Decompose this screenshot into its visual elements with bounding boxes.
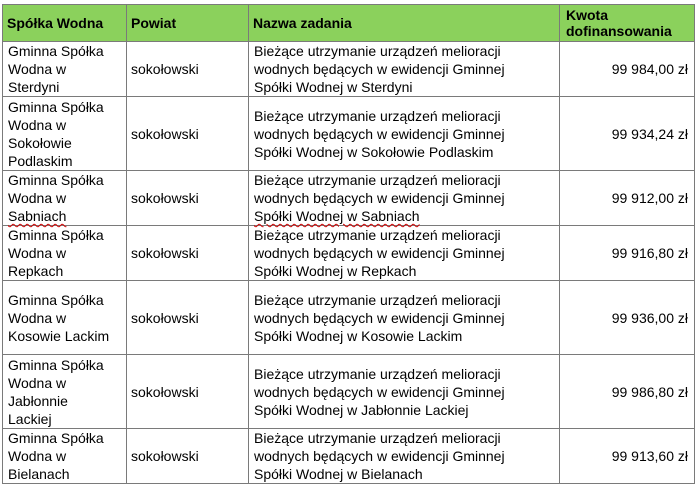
cell-line: Jabłonnie	[8, 392, 68, 409]
table-row	[3, 171, 695, 226]
table-row	[3, 97, 695, 171]
cell-nazwa-zadania	[249, 97, 560, 171]
grants-table	[2, 4, 695, 484]
cell-line: Wodna w	[8, 190, 67, 206]
cell-line: wodnych będących w ewidencji Gminnej	[254, 245, 505, 261]
cell-line: wodnych będących w ewidencji Gminnej	[254, 309, 505, 326]
table-row	[3, 355, 695, 429]
cell-nazwa-zadania	[249, 281, 560, 355]
cell-line: Gminna Spółka	[8, 356, 104, 373]
cell-line: Wodna w	[8, 448, 67, 464]
cell-kwota: 99 913,60 zł	[560, 429, 695, 484]
cell-powiat: sokołowski	[127, 171, 249, 226]
cell-powiat: sokołowski	[127, 42, 249, 97]
cell-line: Gminna Spółka	[8, 430, 104, 446]
cell-line: Bieżące utrzymanie urządzeń melioracji	[254, 107, 501, 124]
header-kwota-dofinansowania: Kwota dofinansowania	[560, 5, 695, 42]
cell-powiat: sokołowski	[127, 281, 249, 355]
cell-line: wodnych będących w ewidencji Gminnej	[254, 383, 505, 400]
cell-line: wodnych będących w ewidencji Gminnej	[254, 190, 505, 206]
cell-line: Bieżące utrzymanie urządzeń melioracji	[254, 365, 501, 382]
cell-line: Lackiej	[8, 410, 52, 427]
cell-line: wodnych będących w ewidencji Gminnej	[254, 448, 505, 464]
cell-kwota: 99 984,00 zł	[560, 42, 695, 97]
cell-nazwa-zadania	[249, 429, 560, 484]
cell-spolka-wodna	[3, 281, 127, 355]
cell-line: Gminna Spółka	[8, 172, 104, 188]
cell-line: Bieżące utrzymanie urządzeń melioracji	[254, 227, 501, 243]
cell-line: Podlaskim	[8, 152, 73, 169]
header-spolka-wodna: Spółka Wodna	[3, 5, 127, 42]
cell-nazwa-zadania	[249, 355, 560, 429]
cell-line: Repkach	[8, 263, 64, 279]
cell-kwota: 99 986,80 zł	[560, 355, 695, 429]
cell-powiat: sokołowski	[127, 226, 249, 281]
cell-spolka-wodna	[3, 355, 127, 429]
cell-nazwa-zadania	[249, 171, 560, 226]
cell-line: Sterdyni	[8, 79, 60, 95]
header-nazwa-zadania: Nazwa zadania	[249, 5, 560, 42]
cell-line: Spółki Wodnej w Kosowie Lackim	[254, 327, 463, 344]
cell-spolka-wodna	[3, 42, 127, 97]
cell-kwota: 99 912,00 zł	[560, 171, 695, 226]
cell-line: Wodna w	[8, 309, 67, 326]
cell-nazwa-zadania	[249, 42, 560, 97]
cell-line: Bieżące utrzymanie urządzeń melioracji	[254, 430, 501, 446]
cell-line: Sabniach	[8, 208, 67, 224]
cell-line: Gminna Spółka	[8, 227, 104, 243]
cell-line: Wodna w	[8, 245, 67, 261]
cell-line: Spółki Wodnej w Sokołowie Podlaskim	[254, 143, 494, 160]
cell-spolka-wodna	[3, 97, 127, 171]
cell-line: Bielanach	[8, 466, 70, 482]
cell-spolka-wodna	[3, 429, 127, 484]
cell-line: Wodna w	[8, 374, 67, 391]
cell-line: Gminna Spółka	[8, 291, 104, 308]
cell-powiat: sokołowski	[127, 355, 249, 429]
cell-nazwa-zadania	[249, 226, 560, 281]
table-row	[3, 42, 695, 97]
header-powiat: Powiat	[127, 5, 249, 42]
table-row	[3, 281, 695, 355]
table-row	[3, 226, 695, 281]
cell-line: Spółki Wodnej w Sabniach	[254, 208, 420, 224]
cell-line: wodnych będących w ewidencji Gminnej	[254, 61, 505, 77]
cell-line: Sokołowie	[8, 134, 72, 151]
cell-line: Spółki Wodnej w Sterdyni	[254, 79, 413, 95]
cell-line: Spółki Wodnej w Repkach	[254, 263, 417, 279]
cell-kwota: 99 934,24 zł	[560, 97, 695, 171]
cell-line: Wodna w	[8, 61, 67, 77]
cell-line: Bieżące utrzymanie urządzeń melioracji	[254, 291, 501, 308]
cell-line: wodnych będących w ewidencji Gminnej	[254, 125, 505, 142]
cell-line: Bieżące utrzymanie urządzeń melioracji	[254, 43, 501, 59]
header-row	[3, 5, 695, 42]
cell-spolka-wodna	[3, 226, 127, 281]
cell-kwota: 99 936,00 zł	[560, 281, 695, 355]
table-row	[3, 429, 695, 484]
cell-powiat: sokołowski	[127, 429, 249, 484]
cell-line: Gminna Spółka	[8, 43, 104, 59]
cell-line: Wodna w	[8, 116, 67, 133]
cell-line: Bieżące utrzymanie urządzeń melioracji	[254, 172, 501, 188]
cell-line: Spółki Wodnej w Bielanach	[254, 466, 423, 482]
cell-line: Gminna Spółka	[8, 98, 104, 115]
cell-spolka-wodna	[3, 171, 127, 226]
cell-line: Kosowie Lackim	[8, 327, 110, 344]
cell-line: Spółki Wodnej w Jabłonnie Lackiej	[254, 401, 469, 418]
cell-kwota: 99 916,80 zł	[560, 226, 695, 281]
cell-powiat: sokołowski	[127, 97, 249, 171]
